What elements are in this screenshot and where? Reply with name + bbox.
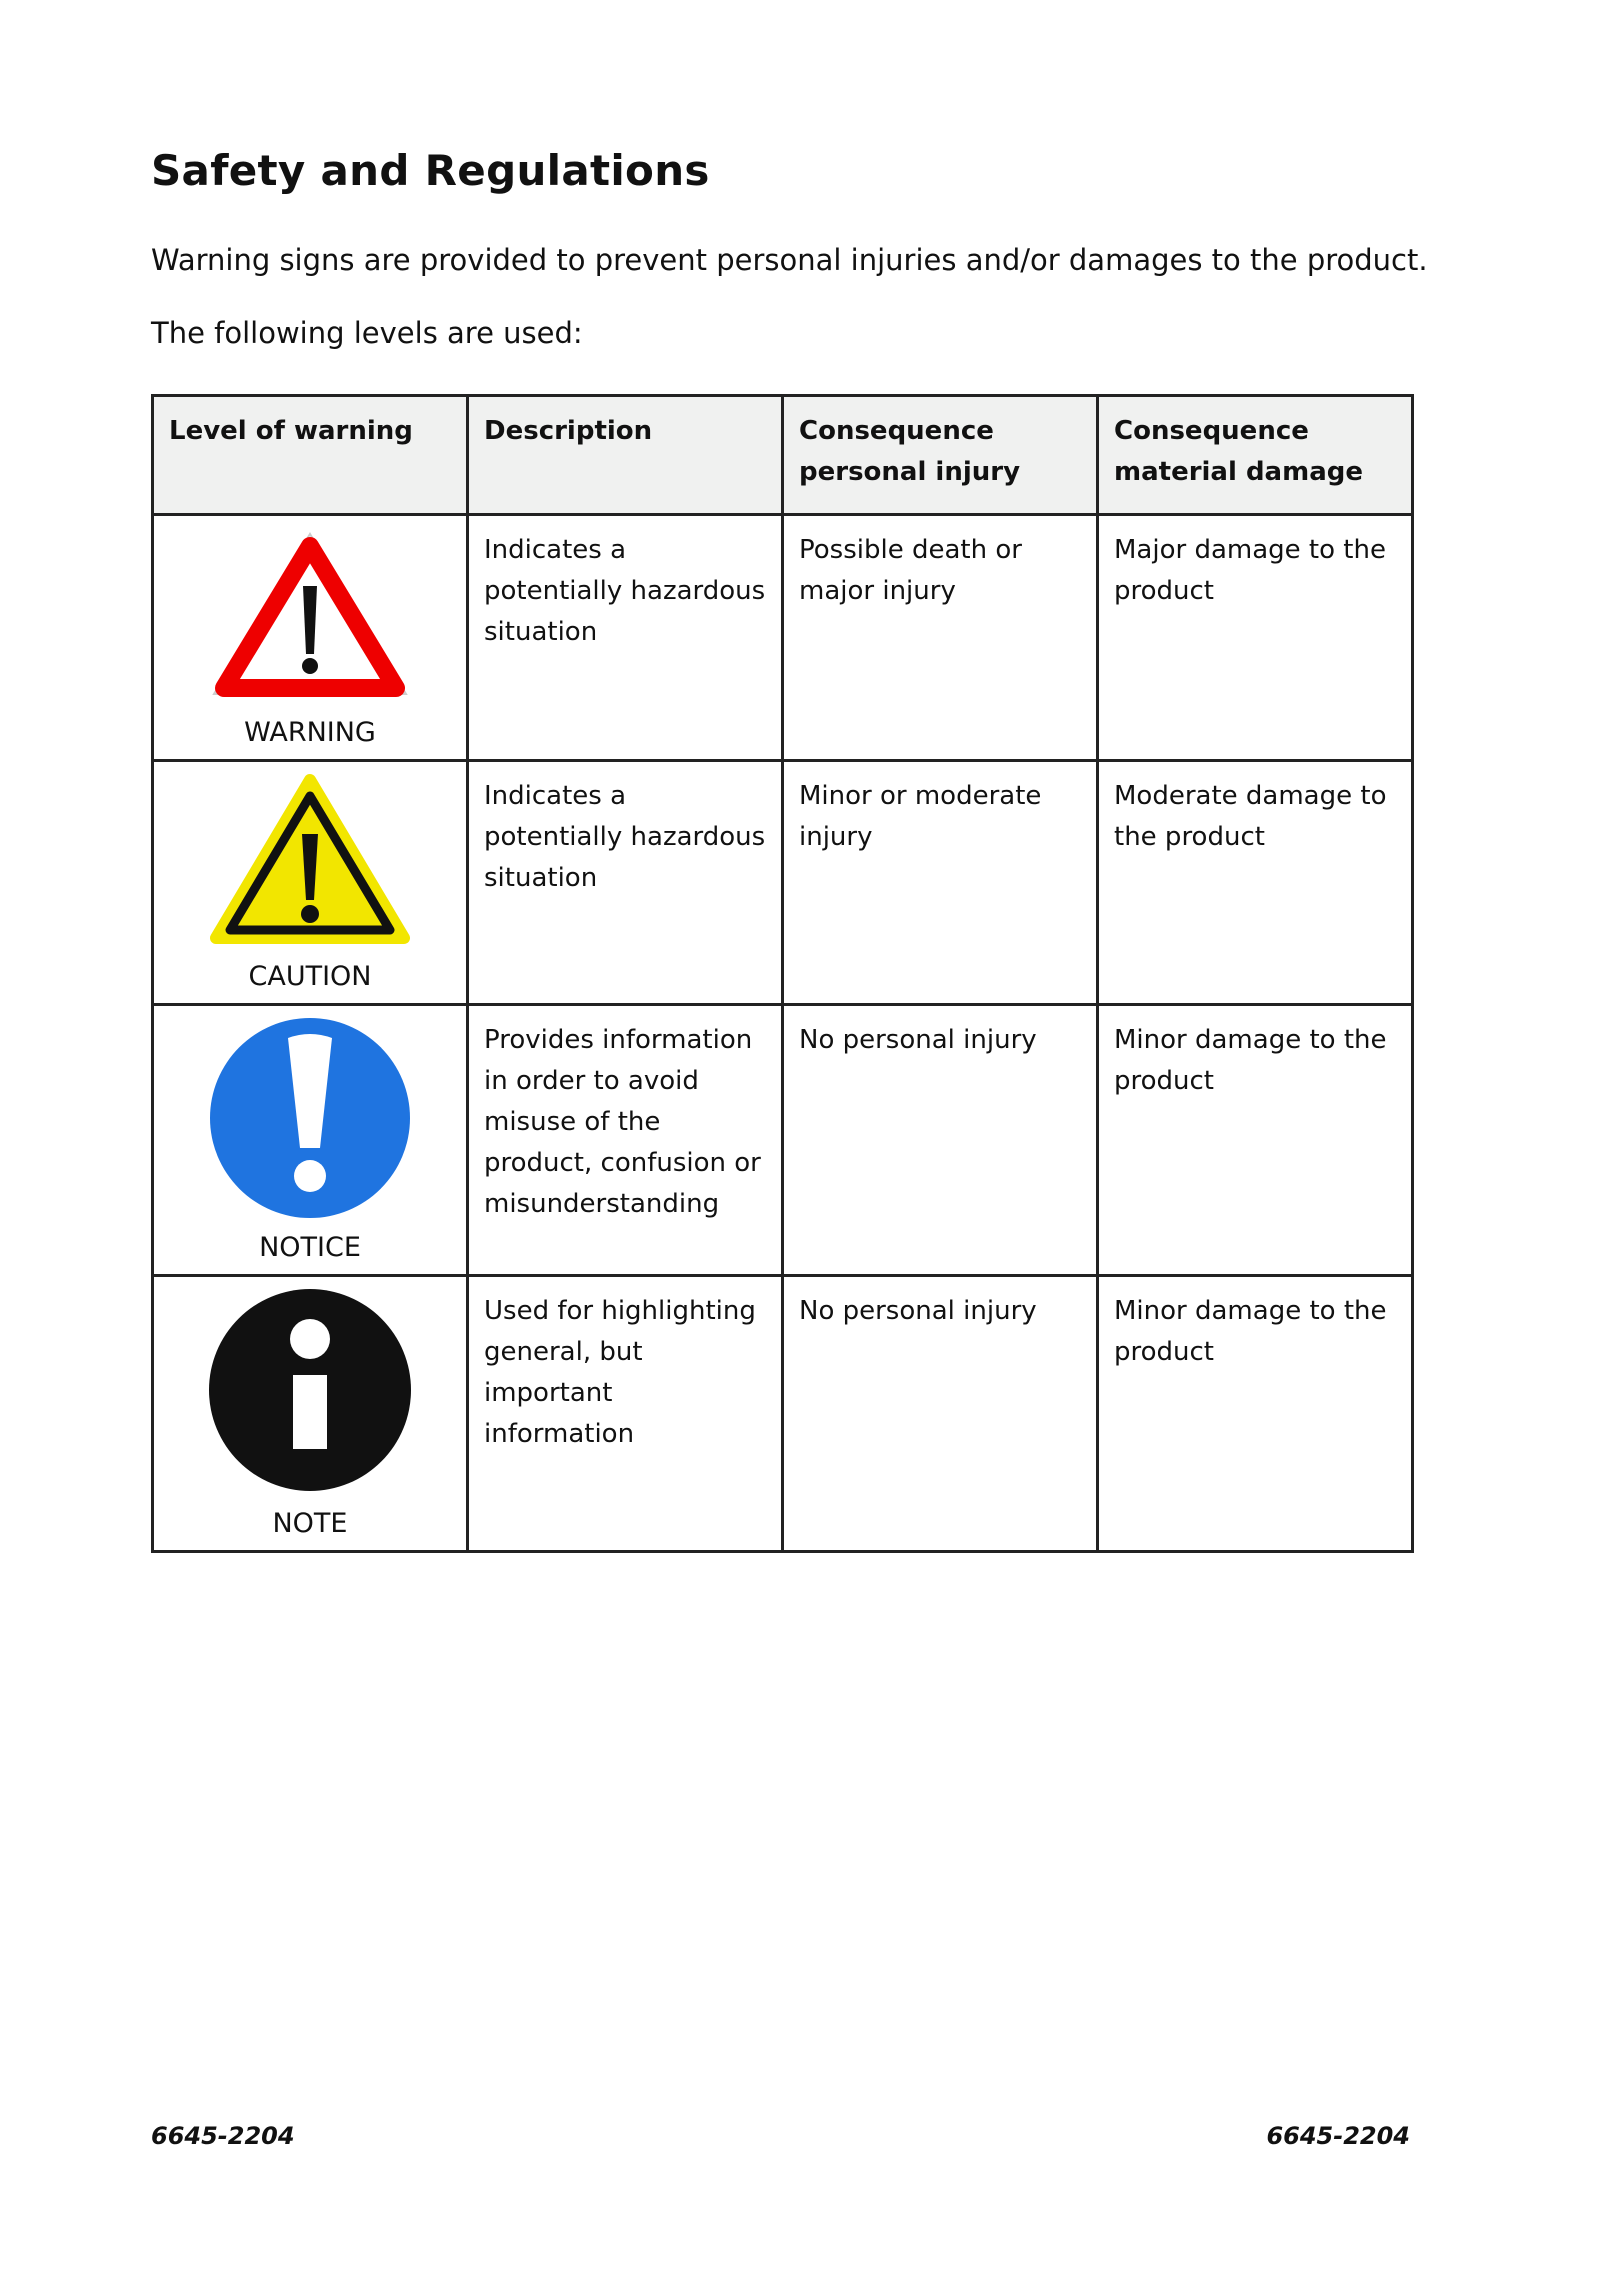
level-label: NOTICE bbox=[259, 1232, 361, 1263]
material-cell: Minor damage to the product bbox=[1098, 1005, 1413, 1276]
header-material: Consequence material damage bbox=[1098, 396, 1413, 515]
level-label: NOTE bbox=[272, 1508, 348, 1539]
levels-intro: The following levels are used: bbox=[151, 316, 583, 350]
description-cell: Indicates a potentially hazardous situation bbox=[468, 761, 783, 1005]
table-row bbox=[153, 515, 1413, 761]
warning-triangle-icon bbox=[210, 526, 410, 701]
table-row bbox=[153, 1005, 1413, 1276]
description-cell: Used for highlighting general, but important information bbox=[468, 1276, 783, 1552]
level-cell bbox=[153, 1276, 468, 1552]
page-title: Safety and Regulations bbox=[151, 146, 710, 195]
notice-exclamation-icon bbox=[208, 1016, 412, 1220]
level-label: WARNING bbox=[244, 717, 376, 748]
table-row bbox=[153, 1276, 1413, 1552]
level-cell bbox=[153, 761, 468, 1005]
intro-text: Warning signs are provided to prevent personal injuries and/or damages to the product. bbox=[151, 243, 1428, 277]
table-row bbox=[153, 761, 1413, 1005]
header-level: Level of warning bbox=[153, 396, 468, 515]
footer-doc-number-right: 6645-2204 bbox=[1266, 2122, 1410, 2150]
header-description: Description bbox=[468, 396, 783, 515]
warning-levels-table bbox=[151, 394, 1414, 1553]
level-label: CAUTION bbox=[248, 961, 372, 992]
info-icon bbox=[207, 1287, 413, 1493]
personal-cell: No personal injury bbox=[783, 1276, 1098, 1552]
footer-doc-number-left: 6645-2204 bbox=[151, 2122, 295, 2150]
description-cell: Indicates a potentially hazardous situation bbox=[468, 515, 783, 761]
table-header-row bbox=[153, 396, 1413, 515]
level-cell bbox=[153, 515, 468, 761]
level-cell bbox=[153, 1005, 468, 1276]
header-personal: Consequence personal injury bbox=[783, 396, 1098, 515]
material-cell: Major damage to the product bbox=[1098, 515, 1413, 761]
personal-cell: Possible death or major injury bbox=[783, 515, 1098, 761]
material-cell: Minor damage to the product bbox=[1098, 1276, 1413, 1552]
description-cell: Provides information in order to avoid misuse of the product, confusion or misunderstanding bbox=[468, 1005, 783, 1276]
material-cell: Moderate damage to the product bbox=[1098, 761, 1413, 1005]
caution-triangle-icon bbox=[210, 772, 410, 947]
personal-cell: No personal injury bbox=[783, 1005, 1098, 1276]
personal-cell: Minor or moderate injury bbox=[783, 761, 1098, 1005]
